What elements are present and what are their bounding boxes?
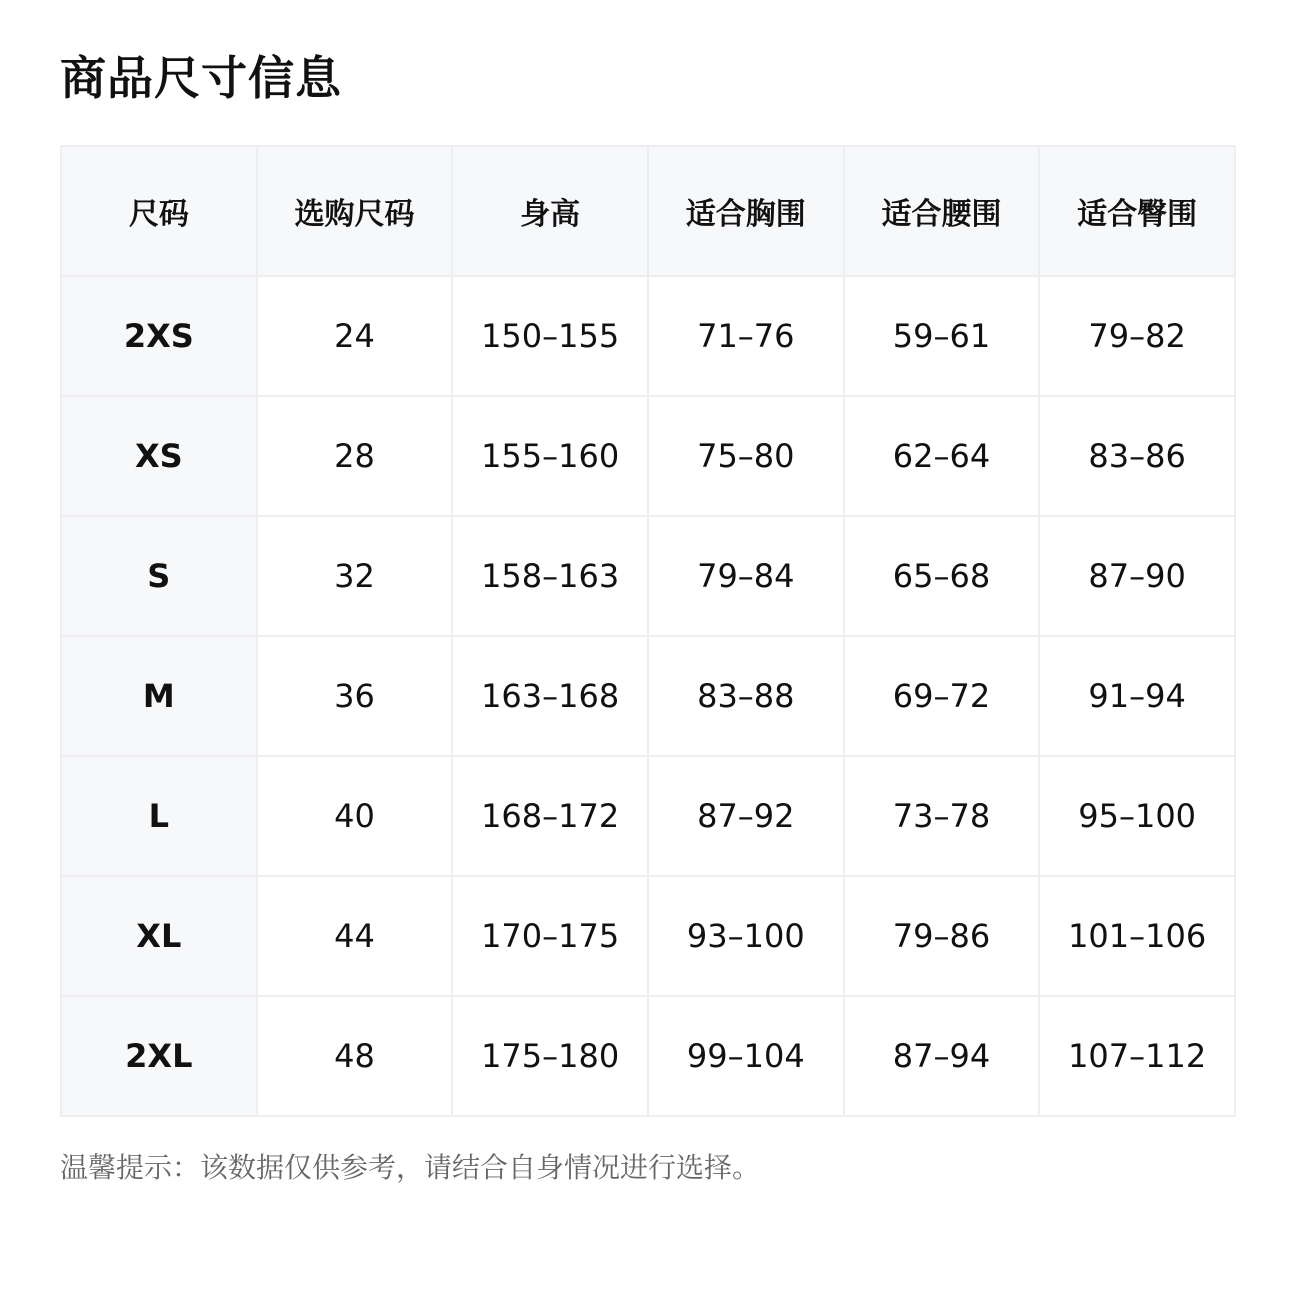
cell-height: 163–168 [452,636,648,756]
cell-waist: 73–78 [844,756,1040,876]
cell-hip: 83–86 [1039,396,1235,516]
cell-hip: 87–90 [1039,516,1235,636]
cell-purchase-size: 36 [257,636,453,756]
cell-height: 150–155 [452,276,648,396]
column-header-size: 尺码 [61,146,257,276]
cell-height: 155–160 [452,396,648,516]
cell-height: 175–180 [452,996,648,1116]
cell-waist: 87–94 [844,996,1040,1116]
cell-bust: 87–92 [648,756,844,876]
cell-purchase-size: 48 [257,996,453,1116]
cell-height: 170–175 [452,876,648,996]
cell-purchase-size: 40 [257,756,453,876]
cell-purchase-size: 44 [257,876,453,996]
size-table [60,145,1236,1117]
table-row [61,876,1235,996]
table-row [61,996,1235,1116]
cell-hip: 91–94 [1039,636,1235,756]
page-title: 商品尺寸信息 [60,51,342,105]
column-header-bust: 适合胸围 [648,146,844,276]
cell-bust: 93–100 [648,876,844,996]
column-header-purchase-size: 选购尺码 [257,146,453,276]
cell-size: M [61,636,257,756]
cell-hip: 95–100 [1039,756,1235,876]
column-header-hip: 适合臀围 [1039,146,1235,276]
cell-purchase-size: 32 [257,516,453,636]
table-row [61,396,1235,516]
cell-purchase-size: 28 [257,396,453,516]
table-row [61,276,1235,396]
cell-bust: 75–80 [648,396,844,516]
cell-waist: 62–64 [844,396,1040,516]
table-row [61,756,1235,876]
cell-bust: 79–84 [648,516,844,636]
size-tip-note: 温馨提示：该数据仅供参考，请结合自身情况进行选择。 [60,1151,761,1184]
cell-hip: 79–82 [1039,276,1235,396]
cell-purchase-size: 24 [257,276,453,396]
table-header-row [61,146,1235,276]
cell-height: 168–172 [452,756,648,876]
cell-waist: 69–72 [844,636,1040,756]
cell-size: S [61,516,257,636]
cell-hip: 107–112 [1039,996,1235,1116]
table-row [61,516,1235,636]
cell-waist: 59–61 [844,276,1040,396]
cell-bust: 71–76 [648,276,844,396]
cell-size: XS [61,396,257,516]
cell-height: 158–163 [452,516,648,636]
cell-size: L [61,756,257,876]
cell-size: XL [61,876,257,996]
cell-waist: 79–86 [844,876,1040,996]
cell-bust: 83–88 [648,636,844,756]
cell-size: 2XS [61,276,257,396]
cell-bust: 99–104 [648,996,844,1116]
cell-hip: 101–106 [1039,876,1235,996]
column-header-waist: 适合腰围 [844,146,1040,276]
table-row [61,636,1235,756]
column-header-height: 身高 [452,146,648,276]
cell-waist: 65–68 [844,516,1040,636]
cell-size: 2XL [61,996,257,1116]
